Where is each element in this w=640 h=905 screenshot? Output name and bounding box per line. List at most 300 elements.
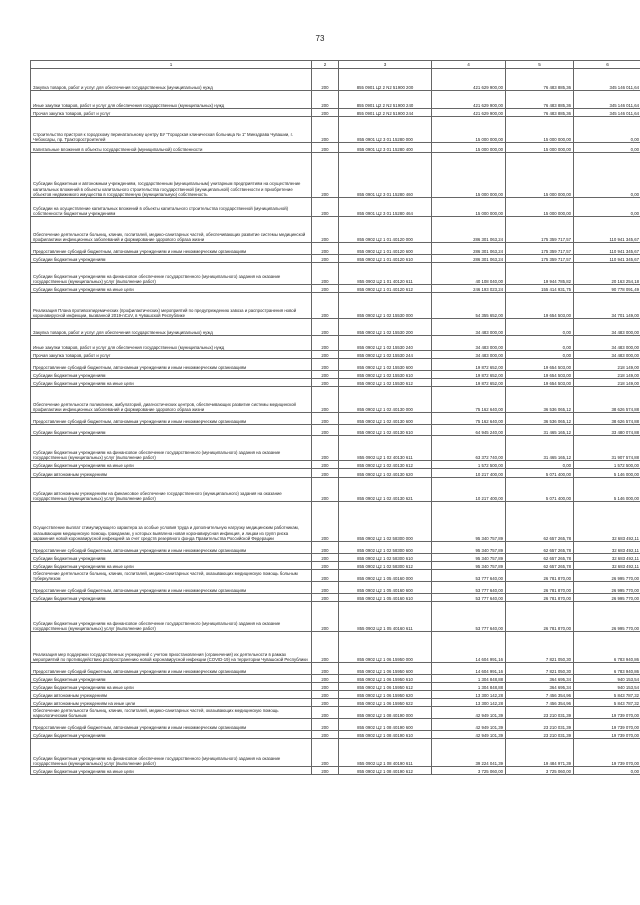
row-amount-executed: 19 654 503,00 xyxy=(506,359,574,371)
table-row xyxy=(31,69,640,91)
row-description: Субсидии бюджетным учреждениям на финансовое обеспечение государственного (муниципального) задания на оказание государственных (муниципальных) услуг (выполнение работ) xyxy=(31,602,312,632)
row-classification-code: 855 0901 Ц2 3 01 15280 464 xyxy=(339,198,432,217)
row-code: 200 xyxy=(312,69,339,91)
row-description: Закупка товаров, работ и услуг для обеспечения государственных (муниципальных) нужд xyxy=(31,69,312,91)
row-amount-executed: 76 483 885,36 xyxy=(506,69,574,91)
row-amount-approved: 75 162 640,00 xyxy=(432,413,506,425)
row-description: Субсидии бюджетным учреждениям на иные цели xyxy=(31,683,312,691)
table-row xyxy=(31,117,640,143)
row-amount-remaining: 345 146 011,64 xyxy=(574,69,640,91)
row-code: 200 xyxy=(312,153,339,198)
row-code: 200 xyxy=(312,683,339,691)
row-description: Субсидии бюджетным учреждениям на иные цели xyxy=(31,562,312,570)
row-description: Иные закупки товаров, работ и услуг для обеспечения государственных (муниципальных) нужд xyxy=(31,336,312,351)
row-amount-remaining: 5 146 000,00 xyxy=(574,469,640,478)
row-amount-executed: 364 695,34 xyxy=(506,683,574,691)
table-row xyxy=(31,582,640,594)
row-amount-executed: 26 781 870,00 xyxy=(506,582,574,594)
table-row xyxy=(31,436,640,461)
table-row xyxy=(31,663,640,675)
row-amount-remaining: 5 146 000,00 xyxy=(574,478,640,502)
row-amount-executed: 36 536 065,12 xyxy=(506,387,574,413)
row-amount-approved: 75 162 640,00 xyxy=(432,387,506,413)
row-description: Субсидии бюджетным учреждениям на иные цели xyxy=(31,379,312,387)
row-amount-remaining: 34 701 149,00 xyxy=(574,293,640,319)
row-amount-approved: 421 629 900,00 xyxy=(432,69,506,91)
row-classification-code: 855 0902 Ц2 1 02 40130 610 xyxy=(339,425,432,436)
table-row xyxy=(31,562,640,570)
row-amount-approved: 40 108 040,00 xyxy=(432,263,506,285)
row-description: Реализация Плана противоэпидемических (профилактических) мероприятий по предупреждению завоза и распространения новой коронавирусной инфекции, вызванной 2019-nCoV, в Чувашской Республике xyxy=(31,293,312,319)
row-amount-executed: 76 483 885,36 xyxy=(506,109,574,117)
row-amount-remaining: 34 483 000,00 xyxy=(574,351,640,359)
row-amount-executed: 0,00 xyxy=(506,336,574,351)
row-amount-remaining: 0,00 xyxy=(574,153,640,198)
table-row xyxy=(31,243,640,255)
row-classification-code: 855 0902 Ц2 1 01 40120 612 xyxy=(339,285,432,293)
page-number: 73 xyxy=(315,34,325,43)
row-classification-code: 855 0902 Ц2 1 02 15530 200 xyxy=(339,319,432,336)
row-classification-code: 855 0902 Ц2 1 02 40130 620 xyxy=(339,469,432,478)
row-amount-approved: 19 872 652,00 xyxy=(432,379,506,387)
row-amount-approved: 19 872 652,00 xyxy=(432,371,506,379)
row-description: Субсидии бюджетным учреждениям xyxy=(31,594,312,602)
table-row xyxy=(31,255,640,263)
table-row xyxy=(31,767,640,775)
table-row xyxy=(31,469,640,478)
row-classification-code: 855 0902 Ц2 1 02 58300 000 xyxy=(339,502,432,542)
row-classification-code: 855 0902 Ц2 1 06 15950 612 xyxy=(339,683,432,691)
row-amount-remaining: 5 843 787,32 xyxy=(574,699,640,707)
row-description: Иные закупки товаров, работ и услуг для обеспечения государственных (муниципальных) нужд xyxy=(31,91,312,109)
row-amount-remaining: 218 149,00 xyxy=(574,371,640,379)
row-amount-executed: 7 456 354,96 xyxy=(506,691,574,699)
row-classification-code: 855 0902 Ц2 1 05 40160 611 xyxy=(339,602,432,632)
row-description: Субсидии бюджетным учреждениям xyxy=(31,731,312,739)
row-amount-approved: 13 300 142,28 xyxy=(432,699,506,707)
table-row xyxy=(31,336,640,351)
table-row xyxy=(31,707,640,719)
row-description: Субсидии автономным учреждениям на финансовое обеспечение государственного (муниципального) задания на оказание государственных (муниципальных) услуг (выполнение работ) xyxy=(31,478,312,502)
row-amount-executed: 7 456 354,96 xyxy=(506,699,574,707)
row-amount-remaining: 90 778 091,49 xyxy=(574,285,640,293)
row-amount-executed: 19 654 503,00 xyxy=(506,379,574,387)
row-description: Обеспечение деятельности больниц, клиник, госпиталей, медико-санитарных частей, оказывающих медицинскую помощь наркологическим больным xyxy=(31,707,312,719)
row-amount-executed: 155 414 931,75 xyxy=(506,285,574,293)
row-amount-executed: 15 000 000,00 xyxy=(506,117,574,143)
row-amount-approved: 95 340 757,89 xyxy=(432,554,506,562)
row-amount-executed: 62 657 265,78 xyxy=(506,562,574,570)
row-description: Субсидии автономным учреждениям на иные цели xyxy=(31,699,312,707)
row-amount-executed: 0,00 xyxy=(506,351,574,359)
row-code: 200 xyxy=(312,731,339,739)
row-amount-remaining: 32 683 492,11 xyxy=(574,502,640,542)
row-classification-code: 855 0901 Ц2 3 01 15280 000 xyxy=(339,117,432,143)
row-classification-code: 855 0902 Ц2 1 05 40160 600 xyxy=(339,582,432,594)
row-description: Субсидии бюджетным учреждениям на иные цели xyxy=(31,767,312,775)
row-code: 200 xyxy=(312,243,339,255)
row-amount-approved: 3 725 060,00 xyxy=(432,767,506,775)
row-amount-remaining: 110 941 345,67 xyxy=(574,255,640,263)
row-code: 200 xyxy=(312,602,339,632)
row-code: 200 xyxy=(312,502,339,542)
row-amount-executed: 0,00 xyxy=(506,461,574,469)
row-amount-executed: 23 210 031,39 xyxy=(506,707,574,719)
row-amount-approved: 34 483 000,00 xyxy=(432,336,506,351)
table-row xyxy=(31,739,640,767)
row-amount-executed: 31 465 165,12 xyxy=(506,425,574,436)
row-amount-executed: 19 654 503,00 xyxy=(506,293,574,319)
table-row xyxy=(31,632,640,663)
table-row xyxy=(31,109,640,117)
row-amount-executed: 7 821 050,30 xyxy=(506,663,574,675)
row-amount-approved: 246 193 023,24 xyxy=(432,285,506,293)
row-amount-approved: 1 572 500,00 xyxy=(432,461,506,469)
row-amount-remaining: 110 941 345,67 xyxy=(574,217,640,243)
column-header: 2 xyxy=(312,61,339,69)
row-description: Закупка товаров, работ и услуг для обеспечения государственных (муниципальных) нужд xyxy=(31,319,312,336)
row-amount-executed: 7 821 050,30 xyxy=(506,632,574,663)
row-amount-approved: 64 945 240,00 xyxy=(432,425,506,436)
row-code: 200 xyxy=(312,675,339,683)
row-description: Осуществление выплат стимулирующего характера за особые условия труда и дополнительную нагрузку медицинским работникам, оказывающим медицинскую помощь гражданам, у которых выявлена новая коронавирусная инфекция, и лицам из групп риска заражения новой коронавирусной инфекцией за счет средств резервного фонда Правительства Российской Федерации xyxy=(31,502,312,542)
row-amount-executed: 175 359 717,57 xyxy=(506,255,574,263)
row-code: 200 xyxy=(312,542,339,554)
row-amount-remaining: 940 153,54 xyxy=(574,675,640,683)
table-row xyxy=(31,217,640,243)
row-amount-executed: 15 000 000,00 xyxy=(506,153,574,198)
row-description: Предоставление субсидий бюджетным, автономным учреждениям и иным некоммерческим организациям xyxy=(31,582,312,594)
row-classification-code: 855 0902 Ц2 1 02 40130 600 xyxy=(339,413,432,425)
row-amount-executed: 0,00 xyxy=(506,319,574,336)
row-amount-executed: 36 536 065,12 xyxy=(506,413,574,425)
table-row xyxy=(31,379,640,387)
row-amount-approved: 13 300 142,28 xyxy=(432,691,506,699)
row-amount-executed: 364 695,34 xyxy=(506,675,574,683)
table-row xyxy=(31,371,640,379)
row-amount-approved: 15 000 000,00 xyxy=(432,143,506,153)
row-code: 200 xyxy=(312,371,339,379)
row-code: 200 xyxy=(312,570,339,582)
row-description: Капитальные вложения в объекты государственной (муниципальной) собственности xyxy=(31,143,312,153)
row-code: 200 xyxy=(312,719,339,731)
table-row xyxy=(31,198,640,217)
table-row xyxy=(31,699,640,707)
row-code: 200 xyxy=(312,91,339,109)
row-code: 200 xyxy=(312,293,339,319)
row-description: Субсидии бюджетным учреждениям xyxy=(31,554,312,562)
row-amount-remaining: 32 683 492,11 xyxy=(574,542,640,554)
table-row xyxy=(31,731,640,739)
table-row xyxy=(31,263,640,285)
row-amount-approved: 53 777 640,00 xyxy=(432,594,506,602)
row-amount-approved: 42 949 101,39 xyxy=(432,731,506,739)
row-code: 200 xyxy=(312,109,339,117)
table-row xyxy=(31,691,640,699)
row-amount-executed: 3 725 060,00 xyxy=(506,767,574,775)
row-classification-code: 855 0902 Ц2 1 02 58300 612 xyxy=(339,562,432,570)
budget-table xyxy=(30,60,640,775)
row-amount-approved: 95 340 757,89 xyxy=(432,542,506,554)
row-amount-approved: 14 604 991,16 xyxy=(432,632,506,663)
row-code: 200 xyxy=(312,767,339,775)
row-amount-executed: 31 465 165,12 xyxy=(506,436,574,461)
row-classification-code: 855 0902 Ц2 1 05 40160 000 xyxy=(339,570,432,582)
row-code: 200 xyxy=(312,319,339,336)
row-amount-remaining: 218 149,00 xyxy=(574,359,640,371)
row-amount-remaining: 0,00 xyxy=(574,198,640,217)
row-amount-approved: 286 301 063,24 xyxy=(432,243,506,255)
row-code: 200 xyxy=(312,117,339,143)
table-row xyxy=(31,719,640,731)
row-amount-approved: 14 604 991,16 xyxy=(432,663,506,675)
row-description: Субсидии бюджетным учреждениям xyxy=(31,425,312,436)
row-code: 200 xyxy=(312,436,339,461)
row-amount-executed: 26 781 870,00 xyxy=(506,602,574,632)
row-amount-remaining: 26 995 770,00 xyxy=(574,570,640,582)
row-amount-executed: 26 781 870,00 xyxy=(506,594,574,602)
table-row xyxy=(31,425,640,436)
table-row xyxy=(31,413,640,425)
row-amount-approved: 42 949 101,39 xyxy=(432,707,506,719)
row-amount-approved: 95 340 757,89 xyxy=(432,562,506,570)
row-classification-code: 855 0902 Ц2 1 02 58300 600 xyxy=(339,542,432,554)
row-amount-approved: 10 217 400,00 xyxy=(432,469,506,478)
row-amount-executed: 62 657 265,78 xyxy=(506,554,574,562)
row-amount-approved: 1 304 848,88 xyxy=(432,675,506,683)
row-classification-code: 855 0902 Ц2 1 02 40130 612 xyxy=(339,461,432,469)
row-code: 200 xyxy=(312,632,339,663)
row-description: Субсидии бюджетным учреждениям на иные цели xyxy=(31,461,312,469)
row-description: Субсидии автономным учреждениям xyxy=(31,691,312,699)
row-classification-code: 855 0902 Ц2 1 08 40190 612 xyxy=(339,767,432,775)
row-amount-approved: 286 301 063,24 xyxy=(432,255,506,263)
row-amount-remaining: 345 146 011,64 xyxy=(574,109,640,117)
row-amount-remaining: 5 843 787,32 xyxy=(574,691,640,699)
row-classification-code: 855 0902 Ц2 1 08 40190 610 xyxy=(339,731,432,739)
row-description: Обеспечение деятельности больниц, клиник, госпиталей, медико-санитарных частей, обеспечивающих развитие системы медицинской профилактики инфекционных заболеваний и формирование здорового образа жизни xyxy=(31,217,312,243)
row-amount-remaining: 0,00 xyxy=(574,767,640,775)
row-classification-code: 855 0901 Ц2 2 N2 51900 240 xyxy=(339,91,432,109)
table-row xyxy=(31,143,640,153)
table-row xyxy=(31,153,640,198)
row-amount-approved: 42 949 101,39 xyxy=(432,719,506,731)
row-amount-approved: 63 372 740,00 xyxy=(432,436,506,461)
row-amount-remaining: 19 739 070,00 xyxy=(574,739,640,767)
table-row xyxy=(31,542,640,554)
row-amount-approved: 15 000 000,00 xyxy=(432,117,506,143)
row-classification-code: 855 0902 Ц2 1 06 15950 610 xyxy=(339,675,432,683)
table-row xyxy=(31,683,640,691)
row-description: Субсидии бюджетным учреждениям xyxy=(31,371,312,379)
row-description: Обеспечение деятельности поликлиник, амбулаторий, диагностических центров, обеспечивающих развитие системы медицинской профилактики инфекционных заболеваний и формирование здорового образа жизни xyxy=(31,387,312,413)
row-classification-code: 855 0902 Ц2 1 08 40190 611 xyxy=(339,739,432,767)
table-row xyxy=(31,602,640,632)
row-code: 200 xyxy=(312,663,339,675)
row-amount-remaining: 0,00 xyxy=(574,143,640,153)
row-amount-executed: 62 657 265,78 xyxy=(506,542,574,554)
row-code: 200 xyxy=(312,562,339,570)
row-classification-code: 855 0902 Ц2 1 02 40130 611 xyxy=(339,436,432,461)
column-header: 1 xyxy=(31,61,312,69)
column-header: 4 xyxy=(432,61,506,69)
row-classification-code: 855 0901 Ц2 2 N2 51900 200 xyxy=(339,69,432,91)
row-amount-executed: 19 484 971,39 xyxy=(506,739,574,767)
row-amount-remaining: 33 480 074,88 xyxy=(574,425,640,436)
row-amount-remaining: 110 941 345,67 xyxy=(574,243,640,255)
row-amount-remaining: 19 739 070,00 xyxy=(574,731,640,739)
row-amount-executed: 19 654 503,00 xyxy=(506,371,574,379)
row-code: 200 xyxy=(312,707,339,719)
row-classification-code: 855 0902 Ц2 1 01 40120 610 xyxy=(339,255,432,263)
row-description: Субсидии на осуществление капитальных вложений в объекты капитального строительства государственной (муниципальной) собственности бюджетным учреждениям xyxy=(31,198,312,217)
row-code: 200 xyxy=(312,143,339,153)
table-row xyxy=(31,594,640,602)
row-amount-approved: 421 629 900,00 xyxy=(432,91,506,109)
row-amount-remaining: 345 146 011,64 xyxy=(574,91,640,109)
row-amount-executed: 26 781 870,00 xyxy=(506,570,574,582)
row-amount-approved: 286 301 063,24 xyxy=(432,217,506,243)
row-amount-remaining: 26 995 770,00 xyxy=(574,594,640,602)
row-amount-remaining: 31 907 574,88 xyxy=(574,436,640,461)
row-amount-remaining: 940 153,54 xyxy=(574,683,640,691)
row-classification-code: 855 0902 Ц2 1 02 15530 610 xyxy=(339,371,432,379)
table-row xyxy=(31,554,640,562)
row-code: 200 xyxy=(312,263,339,285)
row-code: 200 xyxy=(312,336,339,351)
row-description: Прочая закупка товаров, работ и услуг xyxy=(31,351,312,359)
row-amount-executed: 19 944 785,82 xyxy=(506,263,574,285)
row-description: Субсидии бюджетным учреждениям на финансовое обеспечение государственного (муниципального) задания на оказание государственных (муниципальных) услуг (выполнение работ) xyxy=(31,436,312,461)
row-amount-remaining: 6 783 940,86 xyxy=(574,632,640,663)
row-amount-remaining: 34 483 000,00 xyxy=(574,319,640,336)
row-description: Субсидии автономным учреждениям xyxy=(31,469,312,478)
row-amount-approved: 34 483 000,00 xyxy=(432,351,506,359)
row-amount-approved: 53 777 640,00 xyxy=(432,602,506,632)
row-code: 200 xyxy=(312,379,339,387)
row-amount-remaining: 19 739 070,00 xyxy=(574,719,640,731)
row-amount-approved: 15 000 000,00 xyxy=(432,198,506,217)
row-amount-remaining: 218 149,00 xyxy=(574,379,640,387)
row-code: 200 xyxy=(312,582,339,594)
row-amount-remaining: 19 739 070,00 xyxy=(574,707,640,719)
table-row xyxy=(31,293,640,319)
row-code: 200 xyxy=(312,425,339,436)
row-code: 200 xyxy=(312,217,339,243)
row-amount-remaining: 20 163 254,18 xyxy=(574,263,640,285)
row-code: 200 xyxy=(312,739,339,767)
table-row xyxy=(31,387,640,413)
row-amount-approved: 421 629 900,00 xyxy=(432,109,506,117)
table-row xyxy=(31,285,640,293)
row-amount-approved: 19 872 652,00 xyxy=(432,359,506,371)
row-amount-executed: 23 210 031,39 xyxy=(506,731,574,739)
row-amount-approved: 10 217 400,00 xyxy=(432,478,506,502)
column-header: 5 xyxy=(506,61,574,69)
table-row xyxy=(31,502,640,542)
row-description: Предоставление субсидий бюджетным, автономным учреждениям и иным некоммерческим организациям xyxy=(31,413,312,425)
row-classification-code: 855 0902 Ц2 1 08 40190 000 xyxy=(339,707,432,719)
row-amount-executed: 15 000 000,00 xyxy=(506,143,574,153)
row-classification-code: 855 0902 Ц2 1 02 15530 600 xyxy=(339,359,432,371)
row-classification-code: 855 0902 Ц2 1 02 15530 612 xyxy=(339,379,432,387)
row-amount-approved: 53 777 640,00 xyxy=(432,570,506,582)
row-classification-code: 855 0902 Ц2 1 02 15530 000 xyxy=(339,293,432,319)
row-description: Предоставление субсидий бюджетным, автономным учреждениям и иным некоммерческим организациям xyxy=(31,663,312,675)
row-amount-approved: 34 483 000,00 xyxy=(432,319,506,336)
row-amount-approved: 53 777 640,00 xyxy=(432,582,506,594)
row-amount-approved: 1 304 848,88 xyxy=(432,683,506,691)
table-row xyxy=(31,570,640,582)
row-amount-approved: 95 340 757,89 xyxy=(432,502,506,542)
row-amount-approved: 39 224 041,39 xyxy=(432,739,506,767)
row-amount-approved: 15 000 000,00 xyxy=(432,153,506,198)
column-header: 6 xyxy=(574,61,640,69)
row-amount-remaining: 1 572 500,00 xyxy=(574,461,640,469)
row-classification-code: 855 0902 Ц2 1 05 40160 610 xyxy=(339,594,432,602)
row-code: 200 xyxy=(312,461,339,469)
table-row xyxy=(31,675,640,683)
row-classification-code: 855 0902 Ц2 1 02 40130 000 xyxy=(339,387,432,413)
row-description: Предоставление субсидий бюджетным, автономным учреждениям и иным некоммерческим организациям xyxy=(31,542,312,554)
column-header: 3 xyxy=(339,61,432,69)
row-amount-remaining: 32 683 492,11 xyxy=(574,562,640,570)
table-row xyxy=(31,351,640,359)
row-classification-code: 855 0902 Ц2 1 06 15950 620 xyxy=(339,691,432,699)
row-code: 200 xyxy=(312,478,339,502)
row-classification-code: 855 0902 Ц2 1 01 40120 611 xyxy=(339,263,432,285)
row-description: Прочая закупка товаров, работ и услуг xyxy=(31,109,312,117)
row-classification-code: 855 0902 Ц2 1 01 40120 600 xyxy=(339,243,432,255)
row-amount-executed: 23 210 031,39 xyxy=(506,719,574,731)
row-code: 200 xyxy=(312,351,339,359)
row-classification-code: 855 0902 Ц2 1 06 15950 000 xyxy=(339,632,432,663)
row-amount-executed: 175 359 717,57 xyxy=(506,243,574,255)
row-amount-remaining: 34 483 000,00 xyxy=(574,336,640,351)
row-description: Строительство пристроя к городскому перинатальному центру БУ "Городская клиническая больница № 1" Минздрава Чувашии, г. Чебоксары, пр. Тракторостроителей xyxy=(31,117,312,143)
row-amount-executed: 175 359 717,57 xyxy=(506,217,574,243)
row-code: 200 xyxy=(312,554,339,562)
row-description: Субсидии бюджетным учреждениям xyxy=(31,675,312,683)
row-description: Субсидии бюджетным учреждениям на финансовое обеспечение государственного (муниципального) задания на оказание государственных (муниципальных) услуг (выполнение работ) xyxy=(31,739,312,767)
row-code: 200 xyxy=(312,699,339,707)
row-classification-code: 855 0901 Ц2 3 01 15280 460 xyxy=(339,153,432,198)
row-amount-remaining: 38 626 574,88 xyxy=(574,413,640,425)
row-amount-remaining: 26 995 770,00 xyxy=(574,602,640,632)
table-row xyxy=(31,478,640,502)
row-classification-code: 855 0902 Ц2 1 02 15530 244 xyxy=(339,351,432,359)
row-amount-remaining: 38 626 574,88 xyxy=(574,387,640,413)
row-description: Субсидии бюджетным учреждениям xyxy=(31,255,312,263)
row-amount-executed: 62 657 265,78 xyxy=(506,502,574,542)
row-amount-approved: 54 355 652,00 xyxy=(432,293,506,319)
row-description: Предоставление субсидий бюджетным, автономным учреждениям и иным некоммерческим организациям xyxy=(31,719,312,731)
row-code: 200 xyxy=(312,594,339,602)
row-amount-executed: 76 483 885,36 xyxy=(506,91,574,109)
table-row xyxy=(31,461,640,469)
table-row xyxy=(31,359,640,371)
row-classification-code: 855 0902 Ц2 1 06 15950 600 xyxy=(339,663,432,675)
row-classification-code: 855 0901 Ц2 2 N2 51900 244 xyxy=(339,109,432,117)
row-description: Предоставление субсидий бюджетным, автономным учреждениям и иным некоммерческим организациям xyxy=(31,359,312,371)
row-amount-remaining: 6 783 940,86 xyxy=(574,663,640,675)
row-code: 200 xyxy=(312,359,339,371)
row-classification-code: 855 0901 Ц2 3 01 15280 400 xyxy=(339,143,432,153)
row-classification-code: 855 0902 Ц2 1 02 58300 610 xyxy=(339,554,432,562)
row-amount-remaining: 26 995 770,00 xyxy=(574,582,640,594)
row-code: 200 xyxy=(312,285,339,293)
row-amount-executed: 15 000 000,00 xyxy=(506,198,574,217)
